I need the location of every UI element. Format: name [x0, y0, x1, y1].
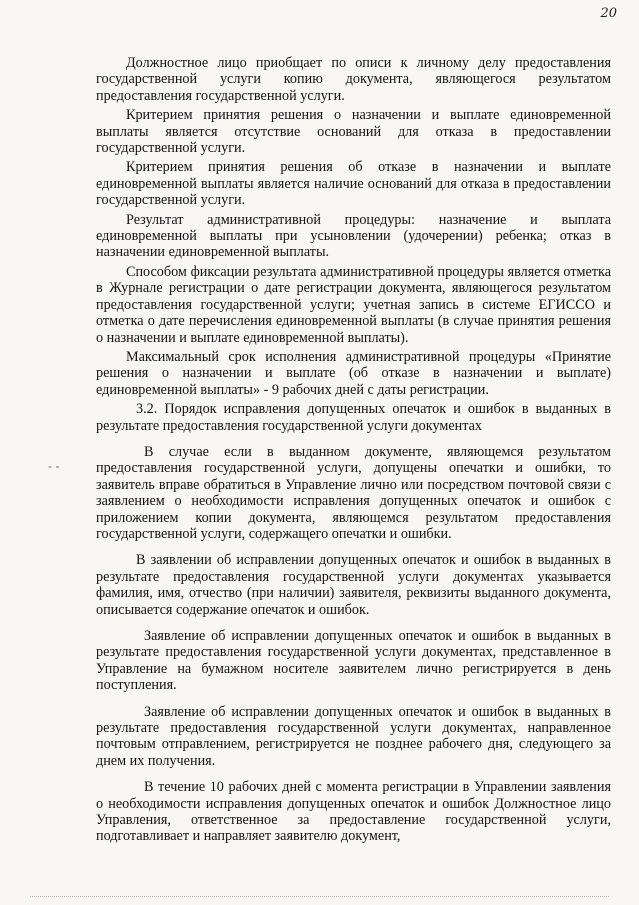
paragraph-criterion-approval: Критерием принятия решения о назначении и выплате единовременной выплаты является отсутствие оснований для отказа в предоставлении государственной услуги. — [96, 107, 611, 157]
paragraph-postal-application: Заявление об исправлении допущенных опечаток и ошибок в выданных в результате предоставления государственной услуги документах, направленное почтовым отправлением, регистрируется не позднее рабочего дня, следующего за днем их получения. — [96, 703, 611, 769]
paragraph-paper-application: Заявление об исправлении допущенных опечаток и ошибок в выданных в результате предоставления государственной услуги документах, представленное в Управление на бумажном носителе заявителем лично регистрируется в день поступления. — [96, 628, 611, 694]
page-number: 20 — [600, 6, 617, 21]
paragraph-ten-day-term: В течение 10 рабочих дней с момента регистрации в Управлении заявления о необходимости исправления допущенных опечаток и ошибок Должностное лицо Управления, ответственное за предоставление государственной услуги, подготавливает и направляет заявителю документ, — [96, 779, 611, 845]
paragraph-application-contents: В заявлении об исправлении допущенных опечаток и ошибок в выданных в результате предоставления государственной услуги документах указывается фамилия, имя, отчество (при наличии) заявителя, реквизиты выданного документа, описывается содержание опечаток и ошибок. — [96, 552, 611, 618]
paragraph-criterion-refusal: Критерием принятия решения об отказе в назначении и выплате единовременной выплаты является наличие оснований для отказа в предоставлении государственной услуги. — [96, 159, 611, 209]
scan-bottom-edge — [30, 896, 609, 897]
paragraph-fixation-method: Способом фиксации результата административной процедуры является отметка в Журнале регистрации о дате регистрации документа, являющегося результатом предоставления государственной услуги; учетная запись в системе ЕГИССО и отметка о дате перечисления единовременной выплаты (в случае принятия решения о назначении и выплате единовременной выплаты). — [96, 263, 611, 346]
paragraph-enclosure: Должностное лицо приобщает по описи к личному делу предоставления государственной услуги копию документа, являющегося результатом предоставления государственной услуги. — [96, 55, 611, 104]
section-heading-3-2: 3.2. Порядок исправления допущенных опечаток и ошибок в выданных в результате предоставления государственной услуги документах — [96, 401, 611, 434]
document-body — [96, 55, 611, 848]
paragraph-max-term: Максимальный срок исполнения административной процедуры «Принятие решения о назначении и выплате (об отказе в назначении и выплате) единовременной выплаты» - 9 рабочих дней с даты регистрации. — [96, 348, 611, 398]
paragraph-procedure-result: Результат административной процедуры: назначение и выплата единовременной выплаты при усыновлении (удочерении) ребенка; отказ в назначении единовременной выплаты. — [96, 211, 611, 261]
paragraph-correction-request: В случае если в выданном документе, являющемся результатом предоставления государственной услуги, допущены опечатки и ошибки, то заявитель вправе обратиться в Управление лично или посредством почтовой связи с заявлением о необходимости исправления допущенных опечаток и ошибок с приложением копии документа, являющемся результатом предоставления государственной услуги, содержащего опечатки и ошибки. — [96, 443, 611, 542]
margin-scan-mark: - - — [48, 459, 60, 473]
